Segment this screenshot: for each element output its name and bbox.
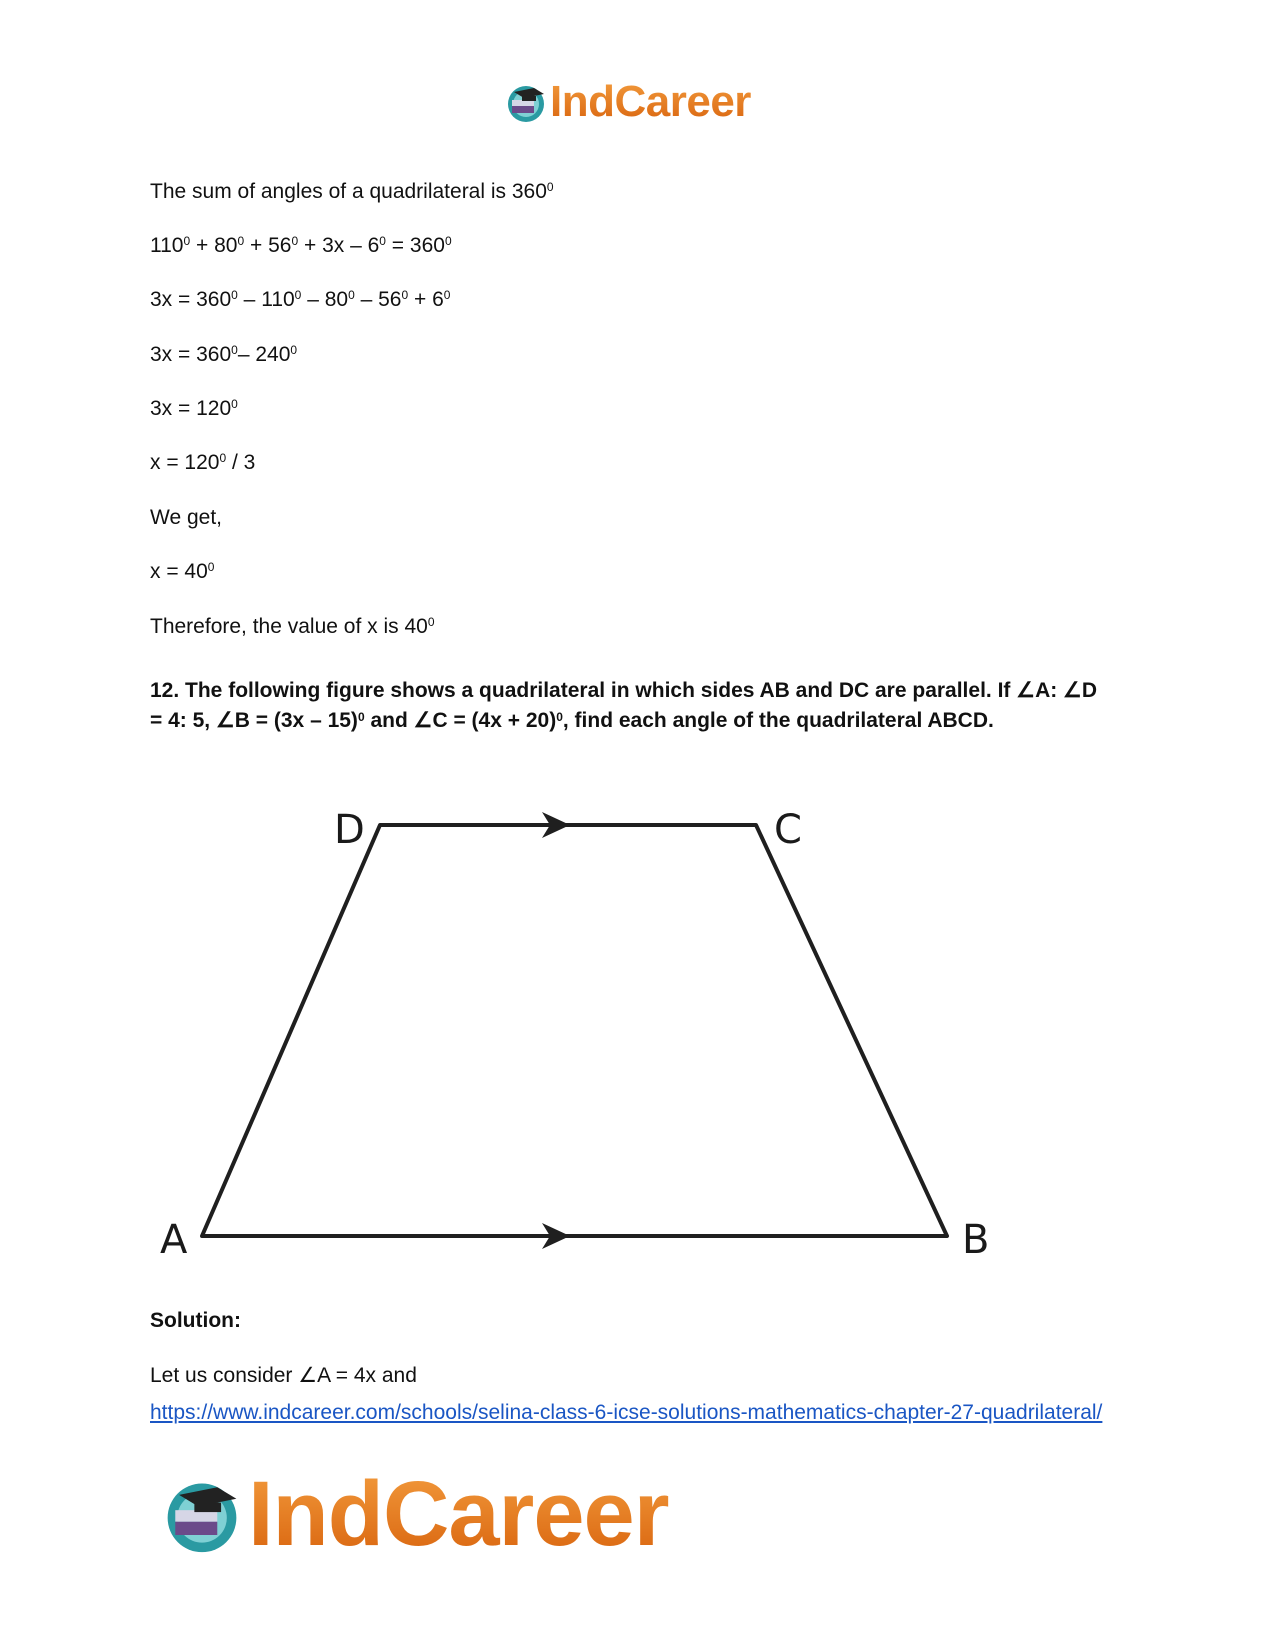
line-equation: $110^0 + 80^0 + 56^0 + 3x - 6^0 = 360^0$ <box>150 234 452 257</box>
line-step-3: $3x = 120^0$ <box>150 397 238 420</box>
line-we-get: We get, <box>150 506 222 529</box>
line-result: $x = 40^0$ <box>150 560 215 583</box>
vertex-label-d: D <box>334 807 365 853</box>
line-step-1: $3x = 360^0 - 110^0 - 80^0 - 56^0 + 6^0$ <box>150 288 451 311</box>
line-conclusion: Therefore, the value of x is $40^0$ <box>150 615 435 638</box>
header-logo <box>504 77 751 126</box>
line-step-4: $x = 120^0 / 3$ <box>150 451 256 474</box>
vertex-label-b: B <box>962 1217 990 1260</box>
brand-wordmark: IndCareer <box>248 1463 669 1565</box>
trapezium-figure <box>150 795 1010 1260</box>
solution-heading: Solution: <box>150 1309 241 1332</box>
graduation-cap-logo-icon <box>160 1472 244 1556</box>
graduation-cap-logo-icon <box>504 80 548 124</box>
solution-line-1: Let us consider ∠A = 4x and <box>150 1364 417 1387</box>
question-12: 12. The following figure shows a quadrilateral in which sides AB and DC are parallel. If ∠A: ∠D = 4: 5, ∠B = (3x – 15)$^0$ and ∠C = $(4x + 20)^0$, find each angle of the quadrilateral ABCD. <box>150 679 1098 732</box>
footer-logo <box>160 1463 669 1565</box>
line-sum-of-angles: The sum of angles of a quadrilateral is $360^0$ <box>150 180 554 203</box>
vertex-label-c: C <box>774 807 802 853</box>
vertex-label-a: A <box>160 1217 188 1260</box>
brand-wordmark: IndCareer <box>550 77 751 126</box>
trapezium-outline <box>202 825 947 1236</box>
line-step-2: $3x = 360^0-$ $240^0$ <box>150 343 298 366</box>
footer-url-link[interactable]: https://www.indcareer.com/schools/selina-class-6-icse-solutions-mathematics-chapter-27-quadrilateral/ <box>150 1401 1103 1424</box>
